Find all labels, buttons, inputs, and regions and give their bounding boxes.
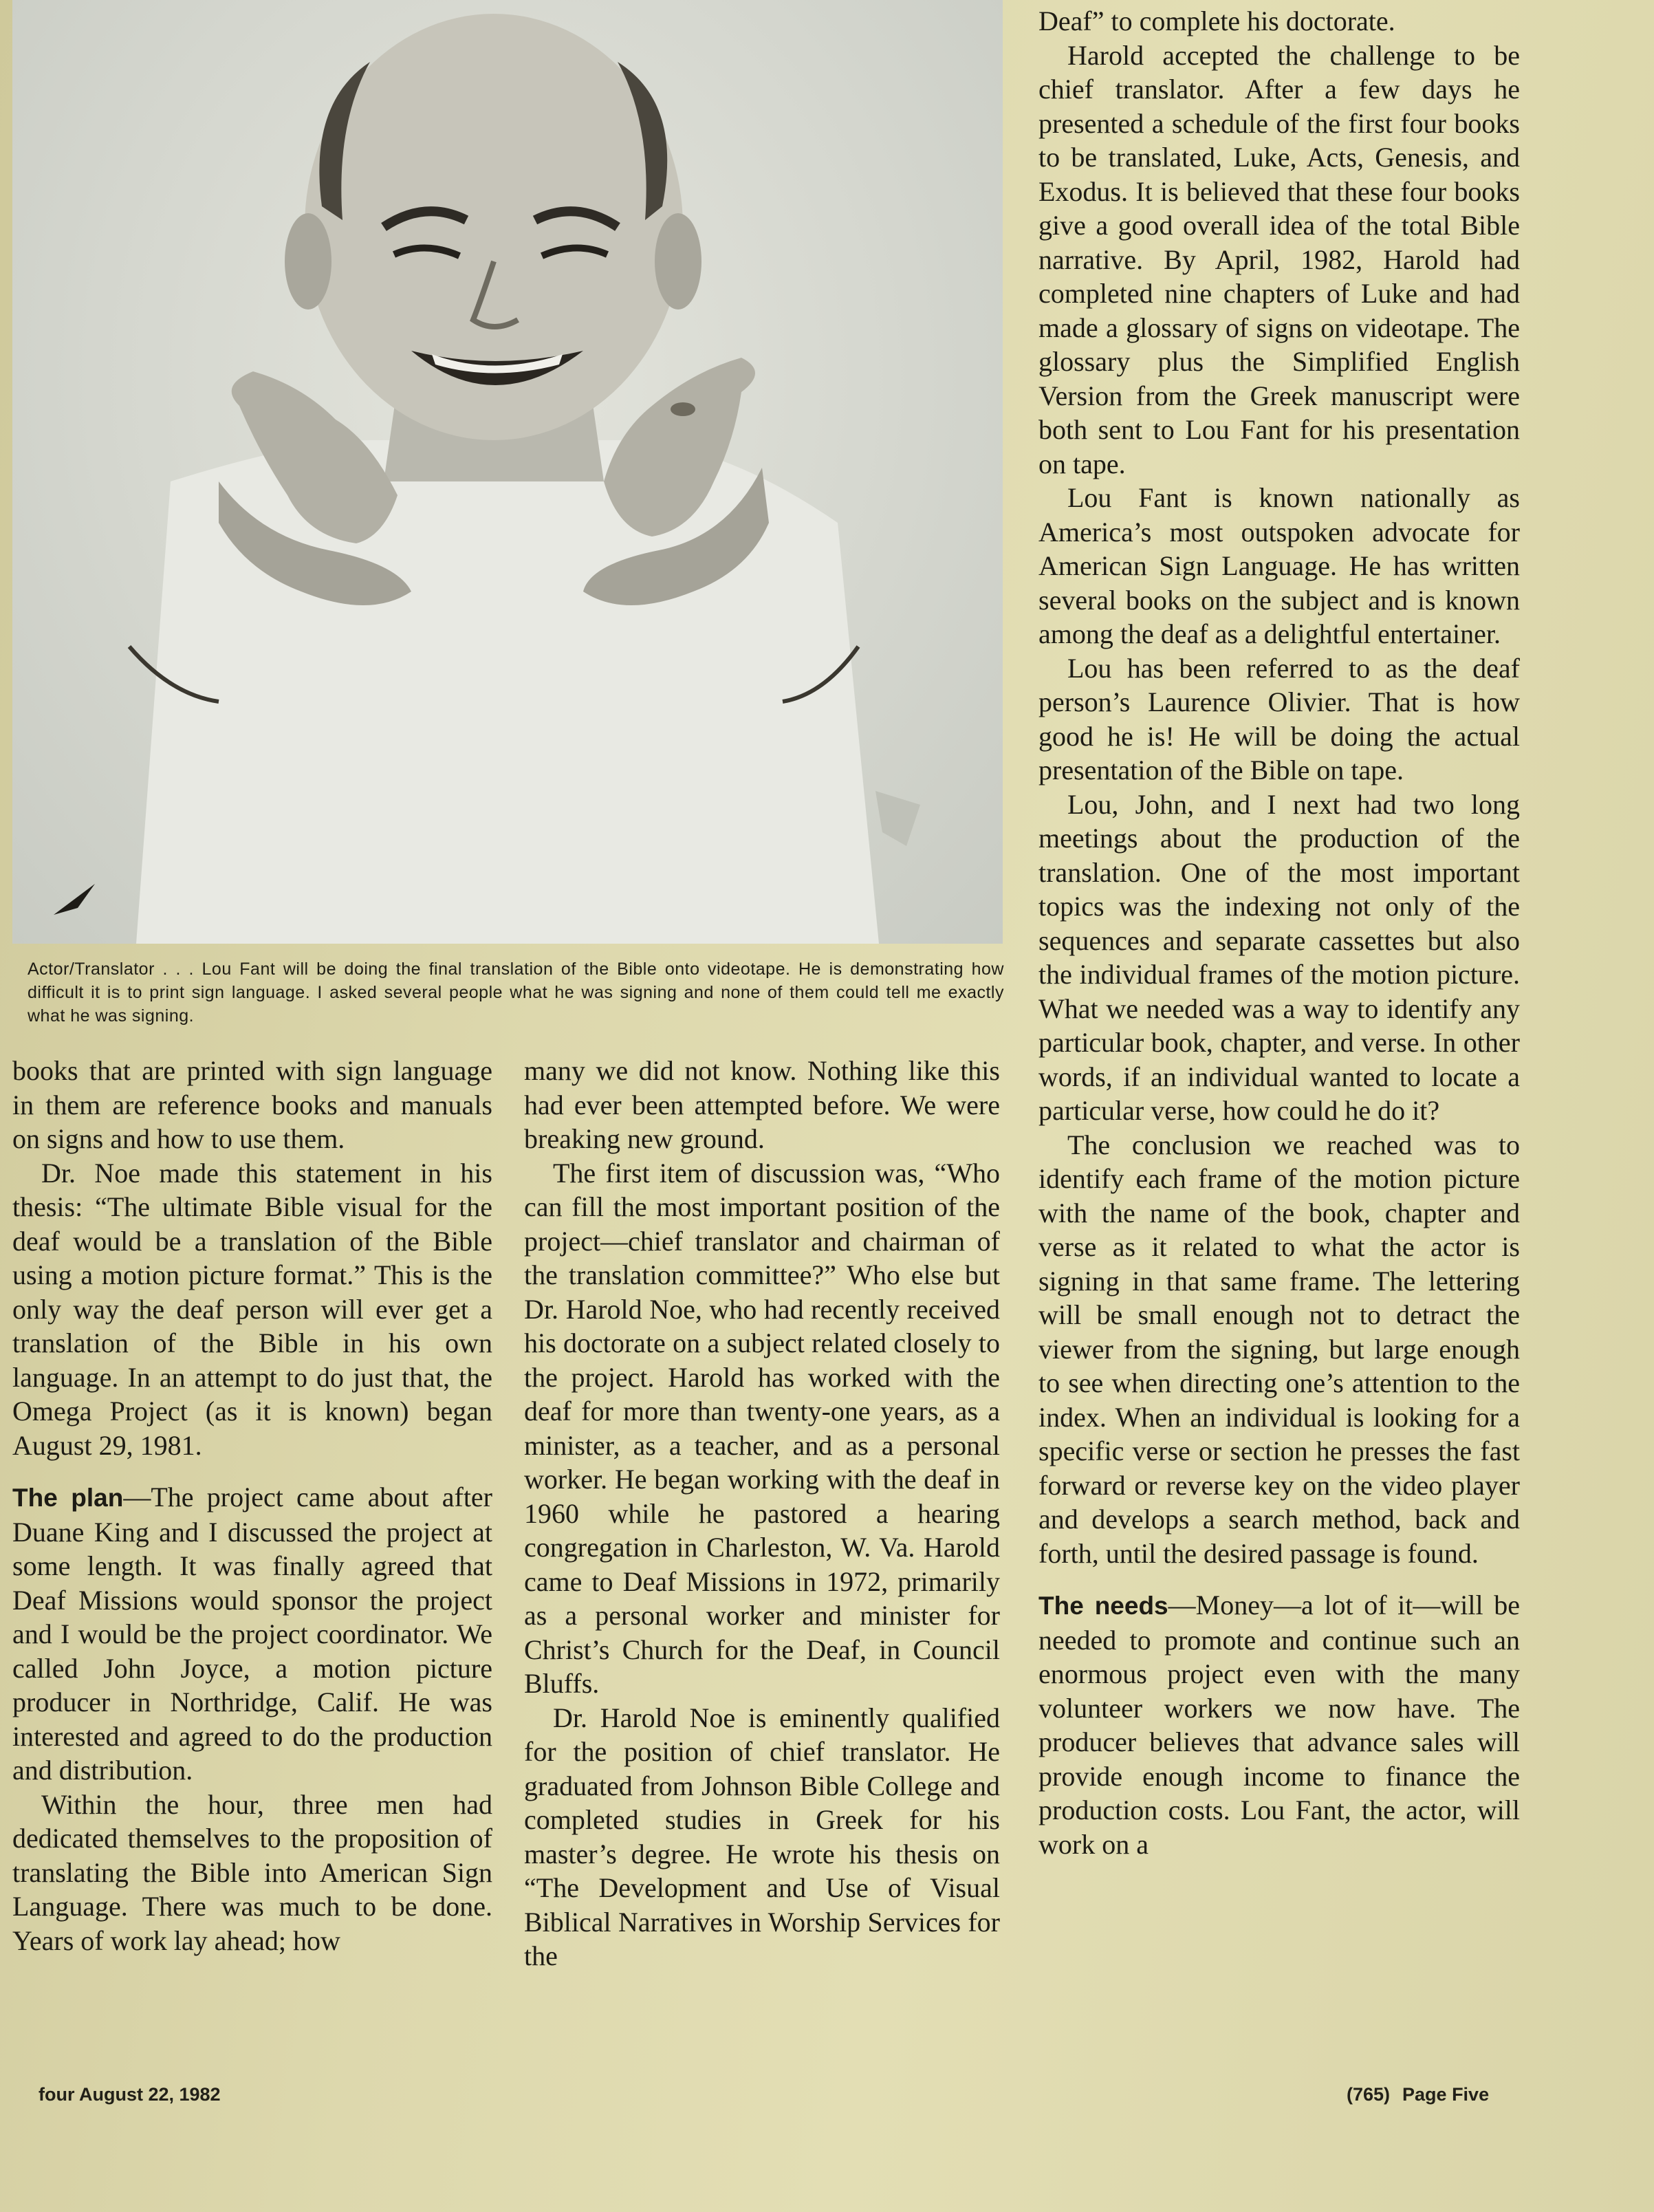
paragraph: The first item of discussion was, “Who can fill the most important position of the project—chief translator and chairman of the translation committee?” Who else but Dr. Harold Noe, who had recently received his doctorate on a subject related closely to the project. Harold has worked with the deaf for more than twenty-one years, as a minister, as a teacher, and as a personal worker. He began working with the deaf in 1960 while he pastored a hearing congregation in Charleston, W. Va. Harold came to Deaf Missions in 1972, primarily as a personal worker and minister for Christ’s Church for the Deaf, in Council Bluffs.: [524, 1157, 1000, 1699]
article-column-3: [1038, 4, 1520, 1861]
paragraph: Within the hour, three men had dedicated themselves to the proposition of translating the Bible into American Sign Language. There was much to be done. Years of work lay ahead; how: [12, 1788, 492, 1956]
page-code: (765): [1347, 2084, 1391, 2105]
footer-page-number: [1347, 2084, 1489, 2105]
paragraph: Lou Fant is known nationally as America’s most outspoken advocate for American Sign Language. He has written several books on the subject and is known among the deaf as a delightful entertainer.: [1038, 482, 1520, 649]
photo-man-signing: [12, 0, 1003, 944]
article-column-1: [12, 1054, 492, 1958]
paragraph: Harold accepted the challenge to be chief translator. After a few days he presented a schedule of the first four books to be translated, Luke, Acts, Genesis, and Exodus. It is believed that these four books give a good overall idea of the total Bible narrative. By April, 1982, Harold had completed nine chapters of Luke and had made a glossary of signs on videotape. The glossary plus the Simplified English Version from the Greek manuscript were both sent to Lou Fant for his presentation on tape.: [1038, 39, 1520, 479]
paragraph: [1038, 1588, 1520, 1861]
paragraph-text: —Money—a lot of it—will be needed to promote and continue such an enormous project even with the many volunteer workers we now have. The producer believes that advance sales will provide enough income to finance the production costs. Lou Fant, the actor, will work on a: [1038, 1590, 1521, 1860]
corner-mark: [54, 884, 95, 915]
article-column-2: [524, 1054, 1000, 1973]
page-label: Page Five: [1402, 2084, 1490, 2105]
paragraph: [12, 1480, 492, 1788]
section-heading: The needs: [1038, 1592, 1168, 1620]
paragraph-text: —The project came about after Duane King and I discussed the project at some length. It was finally agreed that Deaf Missions would sponsor the project and I would be the project coordinator. We called John Joyce, a motion picture producer in Northridge, Calif. He was interested and agreed to do the production and distribution.: [12, 1482, 493, 1786]
background-smudge: [875, 791, 920, 846]
paragraph: books that are printed with sign language in them are reference books and manuals on signs and how to use them.: [12, 1055, 492, 1154]
paragraph: many we did not know. Nothing like this had ever been attempted before. We were breaking new ground.: [524, 1055, 1000, 1154]
paragraph: Dr. Harold Noe is eminently qualified for the position of chief translator. He graduated from Johnson Bible College and completed studies in Greek for his master’s degree. He wrote his thesis on “The Development and Use of Visual Biblical Narratives in Worship Services for the: [524, 1702, 1000, 1971]
paragraph: Dr. Noe made this statement in his thesis: “The ultimate Bible visual for the deaf would be a translation of the Bible using a motion picture format.” This is the only way the deaf person will ever get a translation of the Bible in his own language. In an attempt to do just that, the Omega Project (as it is known) began August 29, 1981.: [12, 1157, 492, 1461]
paragraph: Lou has been referred to as the deaf person’s Laurence Olivier. That is how good he is! He will be doing the actual presentation of the Bible on tape.: [1038, 652, 1520, 785]
paragraph: The conclusion we reached was to identify each frame of the motion picture with the name of the book, chapter and verse as it related to what the actor is signing in that same frame. The lettering will be small enough not to detract the viewer from the signing, but large enough to see when directing one’s attention to the index. When an individual is looking for a specific verse or section he presses the fast forward or reverse key on the video player and develops a search method, back and forth, until the desired passage is found.: [1038, 1129, 1520, 1569]
photo-caption: Actor/Translator . . . Lou Fant will be doing the final translation of the Bible onto videotape. He is demonstrating how difficult it is to print sign language. I asked several people what he was signing and none of them could tell me exactly what he was signing.: [28, 959, 1004, 1026]
paragraph: Lou, John, and I next had two long meetings about the production of the translation. One of the most important topics was the indexing not only of the sequences and separate cassettes but also the individual frames of the motion picture. What we needed was a way to identify any particular book, chapter, and verse. In other words, if an individual wanted to locate a particular verse, how could he do it?: [1038, 788, 1520, 1126]
ear-left: [285, 213, 331, 310]
section-heading: The plan: [12, 1484, 124, 1512]
ring: [671, 402, 695, 416]
footer-date: four August 22, 1982: [39, 2084, 221, 2105]
photo-illustration: [12, 0, 1003, 944]
paragraph: Deaf” to complete his doctorate.: [1038, 6, 1395, 36]
ear-right: [655, 213, 701, 310]
